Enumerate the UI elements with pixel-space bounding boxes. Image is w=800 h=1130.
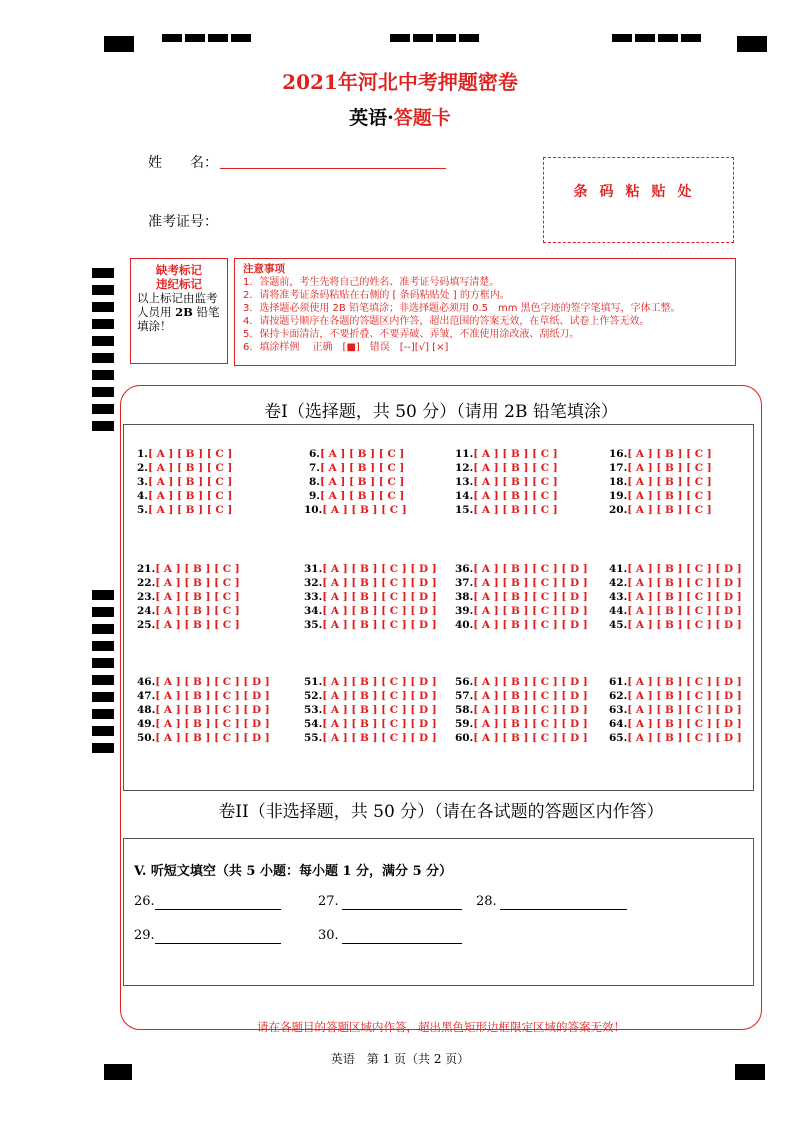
- boundary-warning: 请在各题目的答题区域内作答，超出黑色矩形边框限定区域的答案无效！: [257, 1020, 625, 1034]
- question-32[interactable]: [304, 576, 437, 590]
- absent-mark-label[interactable]: 缺考标记: [156, 263, 202, 277]
- q-num: 31.: [304, 563, 323, 575]
- q-num: 39.: [455, 605, 474, 617]
- q-num: 17.: [609, 462, 628, 474]
- q-num: 6.: [309, 448, 320, 460]
- question-54[interactable]: [304, 717, 437, 731]
- question-45[interactable]: [609, 618, 742, 632]
- q-options[interactable]: [ A ] [ B ] [ C ]: [627, 476, 712, 488]
- question-13[interactable]: [455, 475, 558, 489]
- timing-mark: [612, 34, 632, 42]
- q-options[interactable]: [ A ] [ B ] [ C ]: [147, 504, 233, 516]
- q-options[interactable]: [ A ] [ B ] [ C ]: [319, 462, 405, 474]
- q-num: 13.: [455, 476, 474, 488]
- q-num: 55.: [304, 732, 323, 744]
- question-64[interactable]: [609, 717, 742, 731]
- question-20[interactable]: [609, 503, 712, 517]
- question-39[interactable]: [455, 604, 588, 618]
- q-num: 18.: [609, 476, 628, 488]
- barcode-area: [543, 157, 734, 243]
- notice-item: 4．请按题号顺序在各题的答题区内作答，超出范围的答案无效，在草纸、试卷上作答无效。: [243, 316, 650, 327]
- name-field[interactable]: [220, 168, 446, 169]
- q-options[interactable]: [ A ] [ B ] [ C ]: [627, 448, 712, 460]
- q-options[interactable]: [ A ] [ B ] [ C ] [ D ]: [155, 718, 270, 730]
- question-51[interactable]: [304, 675, 437, 689]
- q-num: 24.: [137, 605, 156, 617]
- timing-mark: [459, 34, 479, 42]
- q-num: 4.: [137, 490, 148, 502]
- q-num: 33.: [304, 591, 323, 603]
- q-num: 36.: [455, 563, 474, 575]
- q-num: 38.: [455, 591, 474, 603]
- q-options[interactable]: [ A ] [ B ] [ C ]: [627, 504, 712, 516]
- question-21[interactable]: [137, 562, 240, 576]
- q-num: 25.: [137, 619, 156, 631]
- q-num: 42.: [609, 577, 628, 589]
- q-options[interactable]: [ A ] [ B ] [ C ] [ D ]: [627, 690, 742, 702]
- q-options[interactable]: [ A ] [ B ] [ C ]: [319, 448, 405, 460]
- violation-mark-label[interactable]: 违纪标记: [156, 277, 202, 291]
- question-38[interactable]: [455, 590, 588, 604]
- section2-title: 卷II（非选择题，共 50 分）（请在各试题的答题区内作答）: [218, 802, 664, 822]
- question-2[interactable]: [137, 461, 232, 475]
- notice-item: 6．填涂样例 正确 [■] 错误 [--][√] [×]: [243, 342, 449, 353]
- timing-mark: [436, 34, 456, 42]
- q-num: 1.: [137, 448, 148, 460]
- q-num: 58.: [455, 704, 474, 716]
- question-65[interactable]: [609, 731, 742, 745]
- q-num: 57.: [455, 690, 474, 702]
- timing-mark: [635, 34, 655, 42]
- q-num: 65.: [609, 732, 628, 744]
- q-num: 56.: [455, 676, 474, 688]
- q-num: 22.: [137, 577, 156, 589]
- question-34[interactable]: [304, 604, 437, 618]
- q-options[interactable]: [ A ] [ B ] [ C ] [ D ]: [627, 591, 742, 603]
- q-options[interactable]: [ A ] [ B ] [ C ]: [147, 476, 233, 488]
- q-num: 44.: [609, 605, 628, 617]
- question-60[interactable]: [455, 731, 588, 745]
- question-10[interactable]: [304, 503, 407, 517]
- q-options[interactable]: [ A ] [ B ] [ C ] [ D ]: [627, 704, 742, 716]
- q-options[interactable]: [ A ] [ B ] [ C ] [ D ]: [627, 577, 742, 589]
- question-46[interactable]: [137, 675, 270, 689]
- question-31[interactable]: [304, 562, 437, 576]
- question-49[interactable]: [137, 717, 270, 731]
- question-17[interactable]: [609, 461, 712, 475]
- q-num: 35.: [304, 619, 323, 631]
- part-title: V. 听短文填空（共 5 小题：每小题 1 分，满分 5 分）: [134, 864, 453, 879]
- exam-number-label: 准考证号：: [148, 214, 218, 230]
- timing-mark: [208, 34, 228, 42]
- q-num: 7.: [309, 462, 320, 474]
- question-50[interactable]: [137, 731, 270, 745]
- q-options[interactable]: [ A ] [ B ] [ C ]: [473, 504, 558, 516]
- q-num: 63.: [609, 704, 628, 716]
- q-num: 48.: [137, 704, 156, 716]
- question-55[interactable]: [304, 731, 437, 745]
- q-options[interactable]: [ A ] [ B ] [ C ] [ D ]: [473, 732, 588, 744]
- question-16[interactable]: [609, 447, 712, 461]
- q-num: 43.: [609, 591, 628, 603]
- q-num: 41.: [609, 563, 628, 575]
- q-num: 50.: [137, 732, 156, 744]
- q-options[interactable]: [ A ] [ B ] [ C ]: [473, 462, 558, 474]
- q-options[interactable]: [ A ] [ B ] [ C ] [ D ]: [155, 732, 270, 744]
- q-num: 2.: [137, 462, 148, 474]
- question-57[interactable]: [455, 689, 588, 703]
- q-num: 34.: [304, 605, 323, 617]
- q-num: 32.: [304, 577, 323, 589]
- question-14[interactable]: [455, 489, 558, 503]
- q-num: 11.: [455, 448, 474, 460]
- question-43[interactable]: [609, 590, 742, 604]
- question-22[interactable]: [137, 576, 240, 590]
- q-num: 12.: [455, 462, 474, 474]
- absent-instruction-b: 2B: [175, 305, 193, 319]
- question-47[interactable]: [137, 689, 270, 703]
- q-options[interactable]: [ A ] [ B ] [ C ] [ D ]: [322, 563, 437, 575]
- q-num: 45.: [609, 619, 628, 631]
- q-options[interactable]: [ A ] [ B ] [ C ] [ D ]: [473, 563, 588, 575]
- q-num: 23.: [137, 591, 156, 603]
- q-num: 52.: [304, 690, 323, 702]
- question-61[interactable]: [609, 675, 742, 689]
- absent-instruction-c: 铅笔填涂！: [137, 305, 220, 333]
- q-options[interactable]: [ A ] [ B ] [ C ]: [155, 563, 240, 575]
- question-37[interactable]: [455, 576, 588, 590]
- timing-mark: [231, 34, 251, 42]
- question-62[interactable]: [609, 689, 742, 703]
- question-18[interactable]: [609, 475, 712, 489]
- q-options[interactable]: [ A ] [ B ] [ C ] [ D ]: [322, 605, 437, 617]
- q-options[interactable]: [ A ] [ B ] [ C ]: [155, 619, 240, 631]
- absent-instruction: [137, 291, 221, 333]
- timing-mark: [162, 34, 182, 42]
- q-options[interactable]: [ A ] [ B ] [ C ] [ D ]: [473, 605, 588, 617]
- q-num: 46.: [137, 676, 156, 688]
- q-options[interactable]: [ A ] [ B ] [ C ] [ D ]: [627, 718, 742, 730]
- question-41[interactable]: [609, 562, 742, 576]
- q-options[interactable]: [ A ] [ B ] [ C ] [ D ]: [322, 732, 437, 744]
- q-options[interactable]: [ A ] [ B ] [ C ] [ D ]: [155, 704, 270, 716]
- q-num: 53.: [304, 704, 323, 716]
- q-options[interactable]: [ A ] [ B ] [ C ] [ D ]: [322, 577, 437, 589]
- question-36[interactable]: [455, 562, 588, 576]
- question-23[interactable]: [137, 590, 240, 604]
- blank-28-label: 28.: [476, 894, 497, 909]
- q-options[interactable]: [ A ] [ B ] [ C ]: [473, 476, 558, 488]
- subject-label: 英语·: [349, 107, 394, 129]
- question-58[interactable]: [455, 703, 588, 717]
- blank-27-label: 27.: [318, 894, 339, 909]
- timing-mark: [185, 34, 205, 42]
- question-9[interactable]: [309, 489, 404, 503]
- q-num: 19.: [609, 490, 628, 502]
- q-options[interactable]: [ A ] [ B ] [ C ] [ D ]: [322, 591, 437, 603]
- question-42[interactable]: [609, 576, 742, 590]
- notice-item: 1．答题前，考生先将自己的姓名、准考证号码填写清楚。: [243, 277, 500, 288]
- q-options[interactable]: [ A ] [ B ] [ C ]: [322, 504, 407, 516]
- q-num: 20.: [609, 504, 628, 516]
- q-num: 54.: [304, 718, 323, 730]
- q-num: 61.: [609, 676, 628, 688]
- question-56[interactable]: [455, 675, 588, 689]
- q-num: 37.: [455, 577, 474, 589]
- q-num: 16.: [609, 448, 628, 460]
- blank-26-line[interactable]: [155, 909, 281, 910]
- card-label: 答题卡: [393, 107, 451, 129]
- q-options[interactable]: [ A ] [ B ] [ C ] [ D ]: [322, 619, 437, 631]
- timing-mark: [413, 34, 433, 42]
- registration-mark: [737, 36, 767, 52]
- question-59[interactable]: [455, 717, 588, 731]
- section1-title: 卷I（选择题，共 50 分）（请用 2B 铅笔填涂）: [264, 402, 618, 422]
- notice-item: 3．选择题必须使用 2B 铅笔填涂；非选择题必须用 0.5 mm 黑色字迹的签字笔填写，字体工整。: [243, 303, 681, 314]
- absent-instruction-a: 以上标记由监考人员用: [137, 291, 218, 319]
- q-num: 5.: [137, 504, 148, 516]
- barcode-label: 条码粘贴处: [573, 184, 704, 200]
- q-options[interactable]: [ A ] [ B ] [ C ] [ D ]: [322, 718, 437, 730]
- notice-box: [234, 258, 736, 366]
- q-options[interactable]: [ A ] [ B ] [ C ] [ D ]: [473, 577, 588, 589]
- question-11[interactable]: [455, 447, 558, 461]
- q-num: 10.: [304, 504, 323, 516]
- q-options[interactable]: [ A ] [ B ] [ C ] [ D ]: [627, 563, 742, 575]
- blank-30-label: 30.: [318, 928, 339, 943]
- q-num: 51.: [304, 676, 323, 688]
- q-num: 59.: [455, 718, 474, 730]
- page-footer: 英语 第 1 页（共 2 页）: [330, 1052, 470, 1066]
- q-num: 21.: [137, 563, 156, 575]
- q-options[interactable]: [ A ] [ B ] [ C ] [ D ]: [322, 690, 437, 702]
- question-48[interactable]: [137, 703, 270, 717]
- q-options[interactable]: [ A ] [ B ] [ C ] [ D ]: [473, 676, 588, 688]
- question-5[interactable]: [137, 503, 232, 517]
- notice-item: 5．保持卡面清洁，不要折叠、不要弄破、弄皱，不准使用涂改液、刮纸刀。: [243, 329, 580, 340]
- q-options[interactable]: [ A ] [ B ] [ C ] [ D ]: [473, 619, 588, 631]
- q-num: 15.: [455, 504, 474, 516]
- q-num: 49.: [137, 718, 156, 730]
- q-options[interactable]: [ A ] [ B ] [ C ]: [147, 462, 233, 474]
- q-num: 3.: [137, 476, 148, 488]
- q-num: 47.: [137, 690, 156, 702]
- question-8[interactable]: [309, 475, 404, 489]
- q-num: 60.: [455, 732, 474, 744]
- q-options[interactable]: [ A ] [ B ] [ C ]: [319, 476, 405, 488]
- q-num: 14.: [455, 490, 474, 502]
- q-options[interactable]: [ A ] [ B ] [ C ] [ D ]: [155, 690, 270, 702]
- q-options[interactable]: [ A ] [ B ] [ C ]: [319, 490, 405, 502]
- question-35[interactable]: [304, 618, 437, 632]
- absent-mark-box: [130, 258, 228, 364]
- q-options[interactable]: [ A ] [ B ] [ C ] [ D ]: [473, 591, 588, 603]
- q-num: 9.: [309, 490, 320, 502]
- name-label: 姓 名：: [148, 155, 218, 171]
- question-25[interactable]: [137, 618, 240, 632]
- question-33[interactable]: [304, 590, 437, 604]
- blank-29-line[interactable]: [155, 943, 281, 944]
- q-options[interactable]: [ A ] [ B ] [ C ] [ D ]: [627, 619, 742, 631]
- q-options[interactable]: [ A ] [ B ] [ C ] [ D ]: [322, 704, 437, 716]
- question-1[interactable]: [137, 447, 232, 461]
- question-53[interactable]: [304, 703, 437, 717]
- blank-27-line[interactable]: [342, 909, 462, 910]
- q-options[interactable]: [ A ] [ B ] [ C ] [ D ]: [473, 704, 588, 716]
- choice-grid: [123, 424, 754, 791]
- q-options[interactable]: [ A ] [ B ] [ C ]: [155, 605, 240, 617]
- question-3[interactable]: [137, 475, 232, 489]
- q-options[interactable]: [ A ] [ B ] [ C ]: [155, 577, 240, 589]
- q-num: 64.: [609, 718, 628, 730]
- q-options[interactable]: [ A ] [ B ] [ C ]: [627, 462, 712, 474]
- timing-mark: [390, 34, 410, 42]
- question-6[interactable]: [309, 447, 404, 461]
- notice-item: 2．请将准考证条码粘贴在右侧的 [ 条码粘贴处 ] 的方框内。: [243, 290, 510, 301]
- question-52[interactable]: [304, 689, 437, 703]
- question-63[interactable]: [609, 703, 742, 717]
- q-options[interactable]: [ A ] [ B ] [ C ]: [155, 591, 240, 603]
- q-num: 40.: [455, 619, 474, 631]
- q-options[interactable]: [ A ] [ B ] [ C ] [ D ]: [627, 605, 742, 617]
- notice-heading: 注意事项: [243, 263, 285, 275]
- question-44[interactable]: [609, 604, 742, 618]
- page-title: 2021年河北中考押题密卷: [282, 70, 518, 94]
- blank-26-label: 26.: [134, 894, 155, 909]
- page-subtitle: [0, 103, 800, 130]
- registration-mark: [104, 36, 134, 52]
- q-options[interactable]: [ A ] [ B ] [ C ] [ D ]: [473, 690, 588, 702]
- q-options[interactable]: [ A ] [ B ] [ C ] [ D ]: [322, 676, 437, 688]
- timing-mark: [681, 34, 701, 42]
- question-4[interactable]: [137, 489, 232, 503]
- q-options[interactable]: [ A ] [ B ] [ C ] [ D ]: [473, 718, 588, 730]
- blank-30-line[interactable]: [342, 943, 462, 944]
- q-options[interactable]: [ A ] [ B ] [ C ] [ D ]: [627, 676, 742, 688]
- q-num: 8.: [309, 476, 320, 488]
- blank-29-label: 29.: [134, 928, 155, 943]
- q-options[interactable]: [ A ] [ B ] [ C ]: [147, 490, 233, 502]
- q-num: 62.: [609, 690, 628, 702]
- q-options[interactable]: [ A ] [ B ] [ C ] [ D ]: [627, 732, 742, 744]
- question-15[interactable]: [455, 503, 558, 517]
- q-options[interactable]: [ A ] [ B ] [ C ]: [627, 490, 712, 502]
- blank-28-line[interactable]: [500, 909, 627, 910]
- question-12[interactable]: [455, 461, 558, 475]
- timing-mark: [658, 34, 678, 42]
- question-19[interactable]: [609, 489, 712, 503]
- q-options[interactable]: [ A ] [ B ] [ C ]: [473, 448, 558, 460]
- q-options[interactable]: [ A ] [ B ] [ C ]: [473, 490, 558, 502]
- question-24[interactable]: [137, 604, 240, 618]
- q-options[interactable]: [ A ] [ B ] [ C ]: [147, 448, 233, 460]
- q-options[interactable]: [ A ] [ B ] [ C ] [ D ]: [155, 676, 270, 688]
- question-7[interactable]: [309, 461, 404, 475]
- question-40[interactable]: [455, 618, 588, 632]
